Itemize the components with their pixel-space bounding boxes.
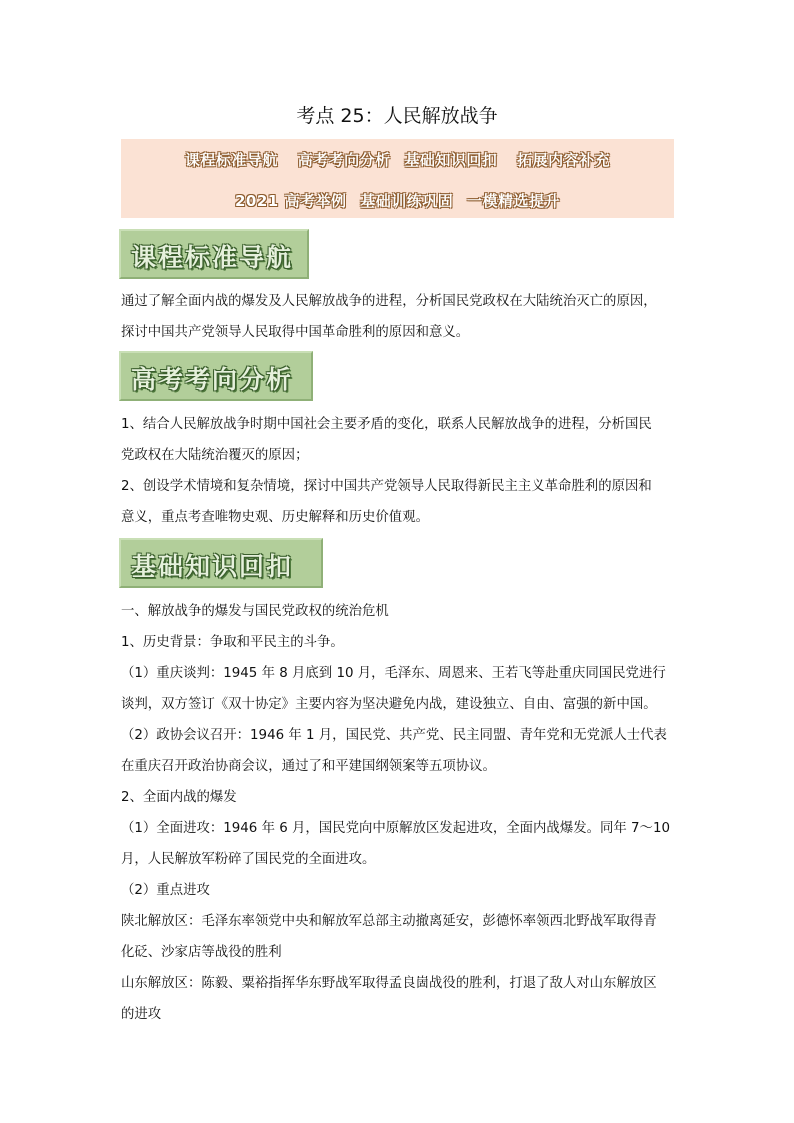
section-heading-analysis [119, 351, 313, 401]
nav-link-extended-content[interactable]: 拓展内容补充 [517, 151, 611, 169]
text-line: （1）全面进攻：1946 年 6 月，国民党向中原解放区发起进攻，全面内战爆发。同年 7～10 [121, 821, 670, 836]
standards-paragraph [121, 286, 677, 348]
text-line: 月，人民解放军粉碎了国民党的全面进攻。 [121, 852, 376, 867]
text-line: 山东解放区：陈毅、粟裕指挥华东野战军取得孟良崮战役的胜利，打退了敌人对山东解放区 [121, 976, 657, 991]
nav-link-mock-exam-selection[interactable]: 一模精选提升 [466, 192, 560, 210]
section-heading-standards-text: 课程标准导航 [131, 243, 294, 272]
section-heading-analysis-text: 高考考向分析 [131, 365, 294, 394]
text-line: 党政权在大陆统治覆灭的原因； [121, 448, 309, 463]
analysis-paragraph [121, 409, 677, 533]
text-line: （2）政协会议召开：1946 年 1 月，国民党、共产党、民主同盟、青年党和无党派人士代表 [121, 728, 667, 743]
text-line: 化砭、沙家店等战役的胜利 [121, 945, 282, 960]
text-line: 2、创设学术情境和复杂情境，探讨中国共产党领导人民取得新民主主义革命胜利的原因和 [121, 479, 652, 494]
navigation-box [121, 139, 674, 218]
text-line: （1）重庆谈判：1945 年 8 月底到 10 月，毛泽东、周恩来、王若飞等赴重庆同国民党进行 [121, 666, 666, 681]
nav-link-exam-analysis[interactable]: 高考考向分析 [297, 151, 391, 169]
text-line: 通过了解全面内战的爆发及人民解放战争的进程，分析国民党政权在大陆统治灭亡的原因， [121, 294, 657, 309]
section-heading-review-text: 基础知识回扣 [131, 552, 294, 581]
nav-link-curriculum-standards[interactable]: 课程标准导航 [184, 151, 278, 169]
nav-link-2021-exam-examples[interactable]: 2021 高考举例 [235, 192, 347, 210]
section-heading-review [119, 538, 323, 588]
section-heading-standards [119, 229, 309, 279]
text-line: 谈判，双方签订《双十协定》主要内容为坚决避免内战，建设独立、自由、富强的新中国。 [121, 697, 657, 712]
text-line: 一、解放战争的爆发与国民党政权的统治危机 [121, 604, 389, 619]
nav-link-basic-knowledge[interactable]: 基础知识回扣 [404, 151, 498, 169]
nav-row-2 [121, 190, 674, 211]
text-line: （2）重点进攻 [121, 883, 210, 898]
page-title: 考点 25：人民解放战争 [296, 105, 498, 127]
text-line: 探讨中国共产党领导人民取得中国革命胜利的原因和意义。 [121, 325, 470, 340]
text-line: 意义，重点考查唯物史观、历史解释和历史价值观。 [121, 510, 429, 525]
text-line: 1、历史背景：争取和平民主的斗争。 [121, 635, 344, 650]
nav-link-basic-training[interactable]: 基础训练巩固 [360, 192, 454, 210]
review-paragraph [121, 596, 677, 1030]
text-line: 在重庆召开政治协商会议，通过了和平建国纲领案等五项协议。 [121, 759, 496, 774]
nav-row-1 [121, 149, 674, 170]
text-line: 1、结合人民解放战争时期中国社会主要矛盾的变化，联系人民解放战争的进程，分析国民 [121, 417, 652, 432]
text-line: 2、全面内战的爆发 [121, 790, 237, 805]
text-line: 的进攻 [121, 1007, 162, 1022]
text-line: 陕北解放区：毛泽东率领党中央和解放军总部主动撤离延安，彭德怀率领西北野战军取得青 [121, 914, 657, 929]
